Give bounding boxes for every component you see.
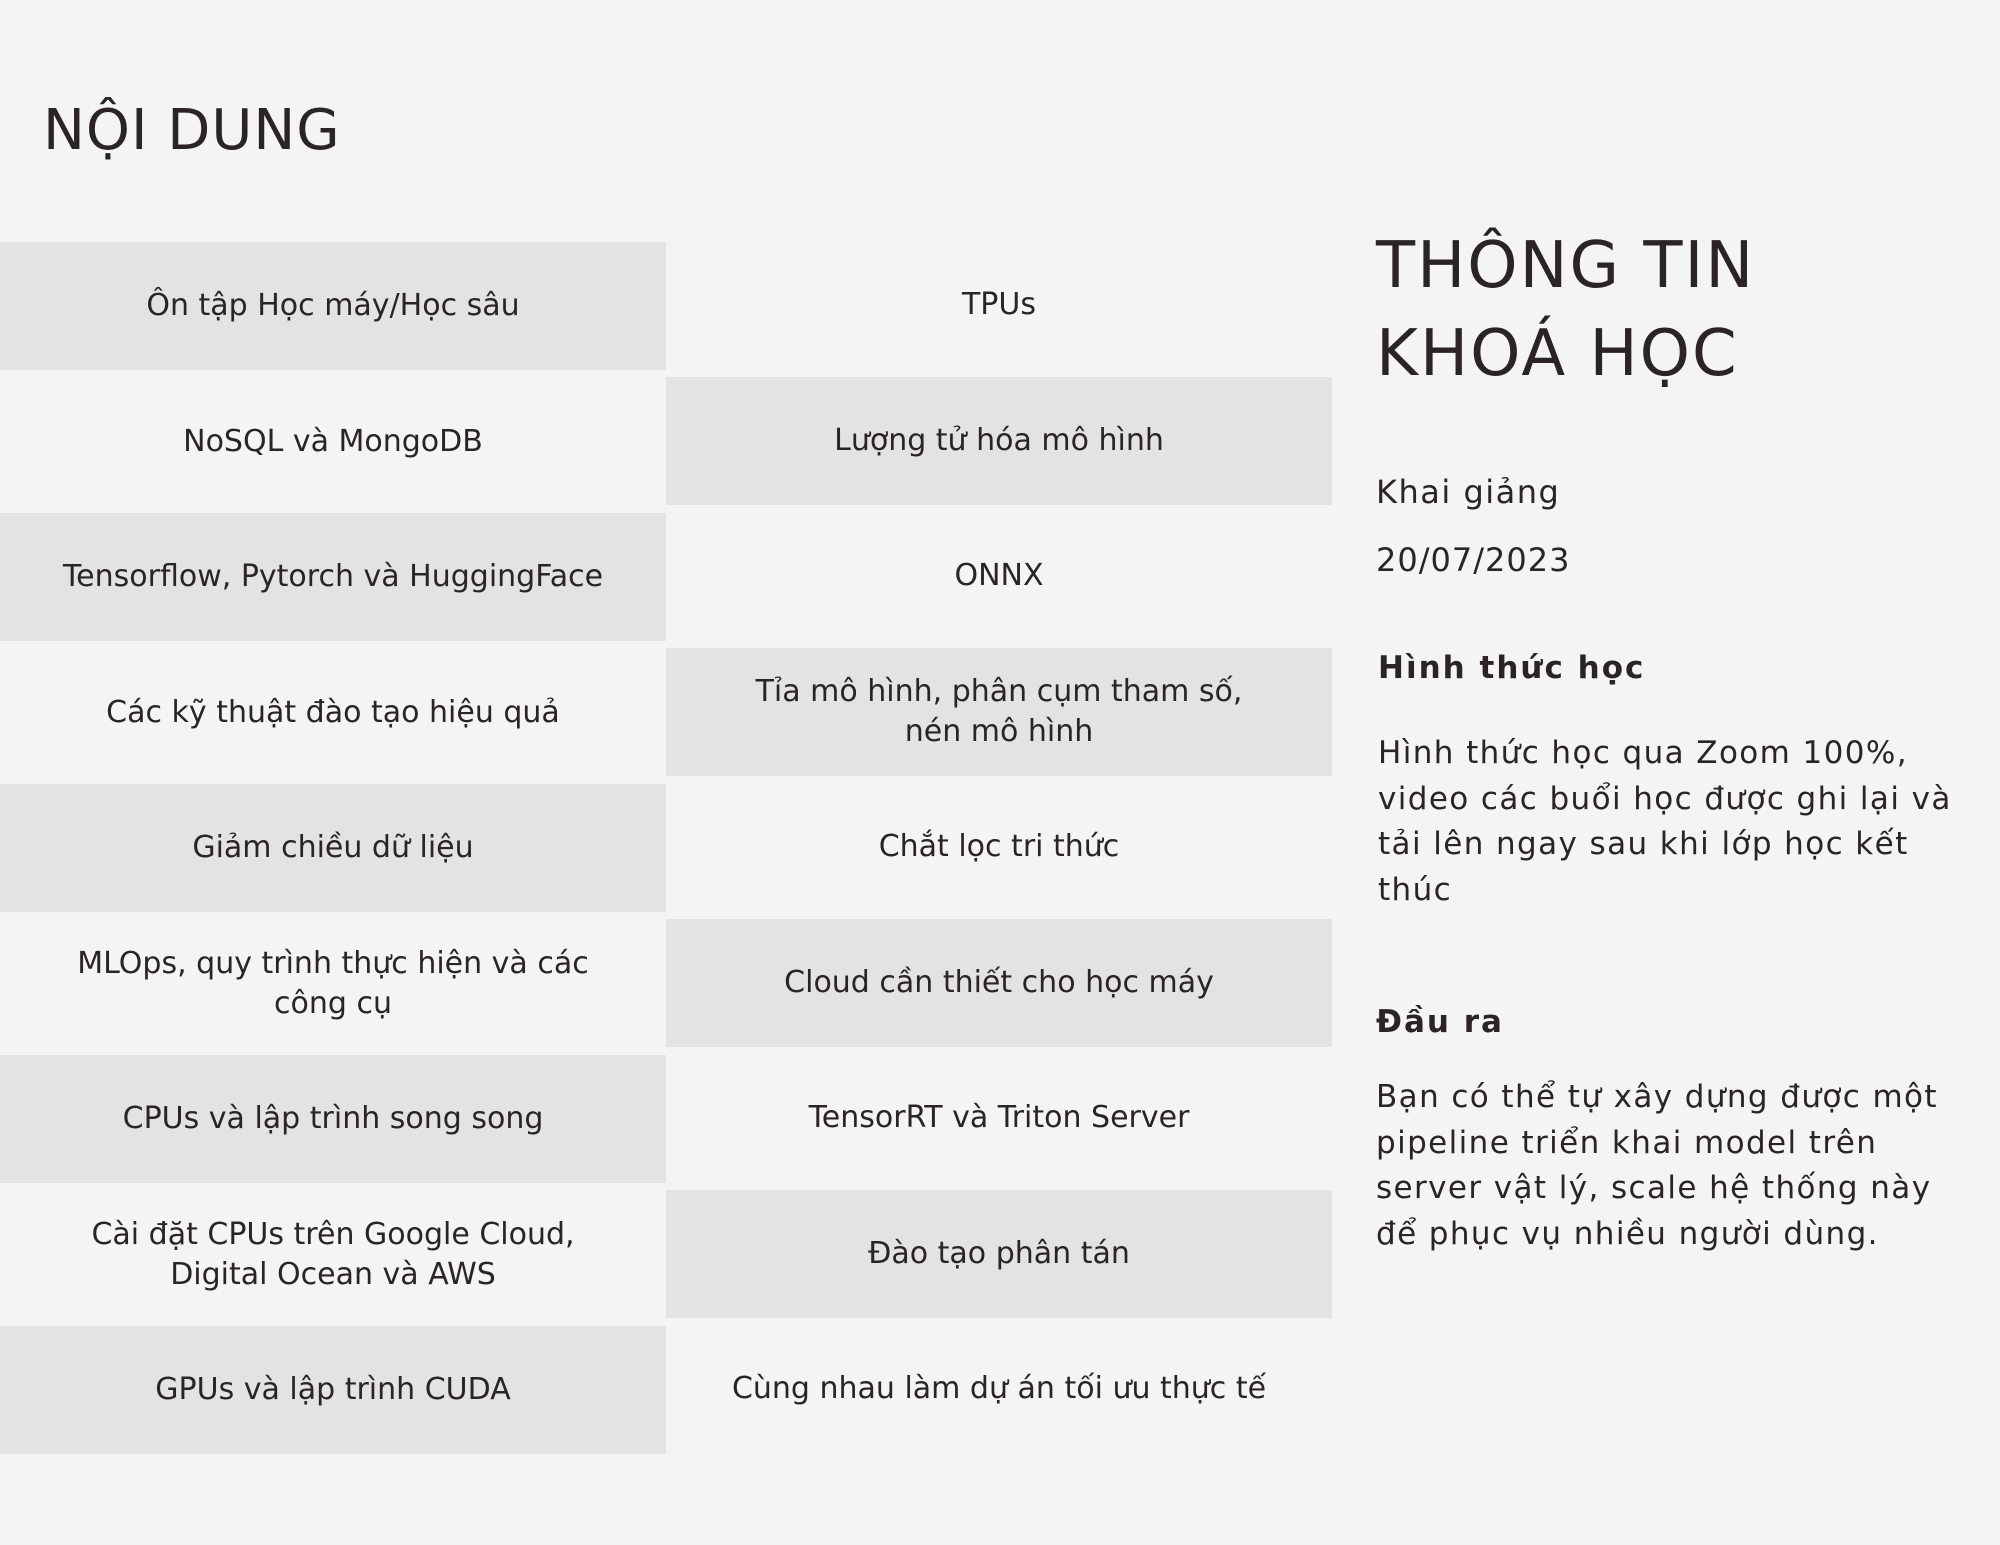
topic-label: TPUs (961, 287, 1036, 322)
topic-label: Chắt lọc tri thức (878, 829, 1120, 864)
topic-label: CPUs và lập trình song song (122, 1101, 544, 1136)
topic-cell (0, 784, 666, 912)
format-label: Hình thức học (1378, 650, 1646, 686)
topic-cell (666, 648, 1332, 776)
topic-label: TensorRT và Triton Server (808, 1100, 1190, 1135)
start-label: Khai giảng (1376, 473, 1561, 511)
topic-label: GPUs và lập trình CUDA (155, 1372, 511, 1407)
topic-label: Cùng nhau làm dự án tối ưu thực tế (731, 1371, 1267, 1406)
content-heading: NỘI DUNG (43, 98, 341, 163)
topic-cell (0, 1191, 666, 1319)
topic-cell (0, 920, 666, 1048)
topic-label: MLOps, quy trình thực hiện và các công cụ (77, 946, 589, 1021)
topic-label: Các kỹ thuật đào tạo hiệu quả (106, 695, 560, 730)
topic-cell (666, 919, 1332, 1047)
topic-cell (0, 649, 666, 777)
topic-cell (0, 513, 666, 641)
topic-cell (0, 242, 666, 370)
topic-label: Giảm chiều dữ liệu (192, 830, 474, 865)
topic-label: Tỉa mô hình, phân cụm tham số, nén mô hình (755, 674, 1243, 749)
topic-cell (0, 1055, 666, 1183)
topic-cell (666, 241, 1332, 369)
topic-cell (666, 1190, 1332, 1318)
topic-label: ONNX (954, 558, 1044, 593)
output-label: Đầu ra (1376, 1004, 1504, 1040)
topic-cell (666, 783, 1332, 911)
course-info-title: THÔNG TIN KHOÁ HỌC (1376, 229, 1756, 391)
output-description: Bạn có thể tự xây dựng được một pipeline triển khai model trên server vật lý, scale hệ thống này để phục vụ nhiều người dùng. (1376, 1079, 1938, 1252)
topic-cell (666, 1325, 1332, 1453)
topic-label: NoSQL và MongoDB (183, 424, 483, 459)
topic-label: Cloud cần thiết cho học máy (784, 965, 1214, 1000)
topic-cell (666, 1054, 1332, 1182)
topic-label: Đào tạo phân tán (868, 1236, 1130, 1271)
start-date: 20/07/2023 (1376, 541, 1571, 579)
format-description: Hình thức học qua Zoom 100%, video các buổi học được ghi lại và tải lên ngay sau khi lớp học kết thúc (1378, 735, 1952, 908)
topic-cell (0, 378, 666, 506)
topic-label: Tensorflow, Pytorch và HuggingFace (62, 559, 604, 594)
topic-label: Ôn tập Học máy/Học sâu (146, 288, 520, 323)
topic-cell (666, 377, 1332, 505)
topic-cell (0, 1326, 666, 1454)
topic-cell (666, 512, 1332, 640)
topic-label: Cài đặt CPUs trên Google Cloud, Digital Ocean và AWS (91, 1217, 575, 1292)
topic-label: Lượng tử hóa mô hình (834, 423, 1164, 458)
